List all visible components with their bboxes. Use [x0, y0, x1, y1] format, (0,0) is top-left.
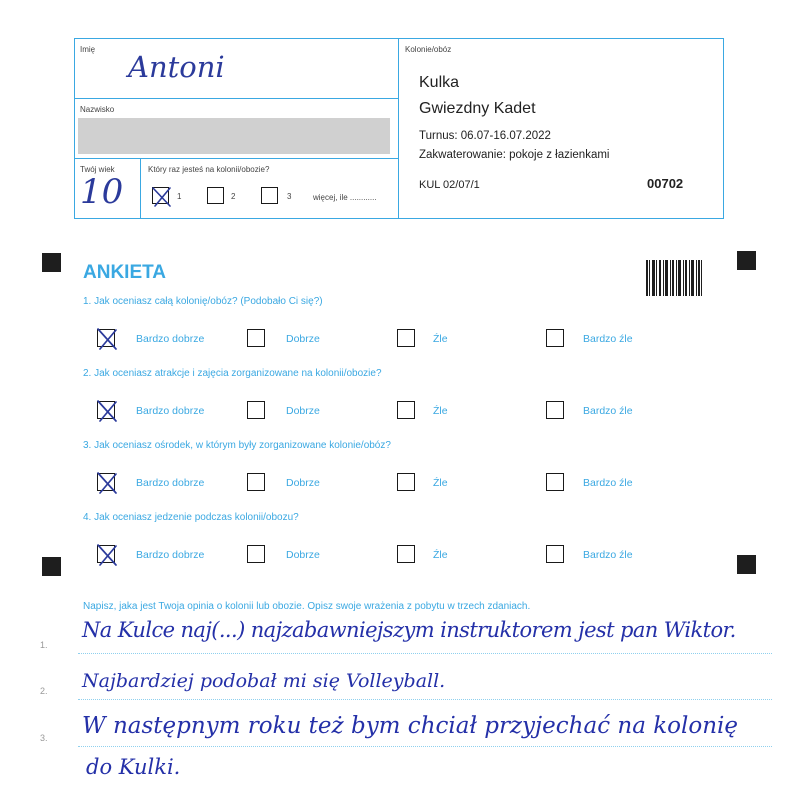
q1-checkbox-1[interactable]: [97, 329, 115, 347]
turnus: Turnus: 06.07-16.07.2022: [419, 130, 551, 142]
q3-checkbox-2[interactable]: [247, 473, 265, 491]
line-number-1: 1.: [40, 640, 48, 650]
answer-line-3: [78, 746, 772, 747]
camp-name: Kulka: [419, 74, 460, 91]
q1-checkbox-4[interactable]: [546, 329, 564, 347]
times-option-3: 3: [287, 192, 292, 201]
times-checkbox-1[interactable]: [152, 187, 169, 204]
q1-checkbox-3[interactable]: [397, 329, 415, 347]
name-handwritten: Antoni: [128, 50, 225, 84]
name-row-divider: [74, 98, 399, 99]
q3-option-label-2: Dobrze: [286, 477, 320, 489]
answer-line-2: [78, 699, 772, 700]
x-mark-icon: [96, 399, 119, 424]
line-number-3: 3.: [40, 733, 48, 743]
name-label: Imię: [80, 45, 96, 54]
answer-text-1: Na Kulce naj(...) najzabawniejszym instruktorem jest pan Wiktor.: [82, 618, 736, 642]
q2-option-label-4: Bardzo źle: [583, 405, 633, 417]
q1-option-label-4: Bardzo źle: [583, 333, 633, 345]
q1-option-label-3: Źle: [433, 333, 448, 345]
question-1: 1. Jak oceniasz całą kolonię/obóz? (Podobało Ci się?): [83, 296, 323, 307]
x-mark-icon: [96, 471, 119, 496]
q2-checkbox-1[interactable]: [97, 401, 115, 419]
camp-program: Gwiezdny Kadet: [419, 100, 536, 117]
q4-checkbox-1[interactable]: [97, 545, 115, 563]
q4-checkbox-4[interactable]: [546, 545, 564, 563]
times-label: Który raz jesteś na kolonii/obozie?: [148, 165, 270, 174]
q4-option-label-2: Dobrze: [286, 549, 320, 561]
camp-code: KUL 02/07/1: [419, 179, 480, 191]
q3-option-label-3: Źle: [433, 477, 448, 489]
survey-title: ANKIETA: [83, 262, 167, 283]
question-3: 3. Jak oceniasz ośrodek, w którym były zorganizowane kolonie/obóz?: [83, 440, 391, 451]
registration-marker-bottom-right: [737, 555, 756, 574]
form-number: 00702: [647, 176, 684, 191]
times-checkbox-2[interactable]: [207, 187, 224, 204]
answer-line-1: [78, 653, 772, 654]
answer-text-4: do Kulki.: [86, 755, 181, 779]
answer-text-3: W następnym roku też bym chciał przyjechać na kolonię: [82, 713, 738, 739]
q3-option-label-4: Bardzo źle: [583, 477, 633, 489]
age-handwritten: 10: [80, 172, 124, 212]
answer-text-2: Najbardziej podobał mi się Volleyball.: [82, 670, 446, 692]
q3-checkbox-4[interactable]: [546, 473, 564, 491]
question-2: 2. Jak oceniasz atrakcje i zajęcia zorganizowane na kolonii/obozie?: [83, 368, 382, 379]
registration-marker-top-left: [42, 253, 61, 272]
age-divider: [140, 158, 141, 219]
q3-checkbox-1[interactable]: [97, 473, 115, 491]
x-mark-icon: [151, 185, 173, 209]
barcode-icon: [646, 260, 702, 296]
times-option-2: 2: [231, 192, 236, 201]
question-4: 4. Jak oceniasz jedzenie podczas kolonii/obozu?: [83, 512, 299, 523]
camp-label: Kolonie/obóz: [405, 45, 452, 54]
x-mark-icon: [96, 327, 119, 352]
surname-redaction: [78, 118, 390, 154]
times-checkbox-3[interactable]: [261, 187, 278, 204]
q1-checkbox-2[interactable]: [247, 329, 265, 347]
line-number-2: 2.: [40, 686, 48, 696]
q4-checkbox-2[interactable]: [247, 545, 265, 563]
q4-option-label-3: Źle: [433, 549, 448, 561]
q1-option-label-1: Bardzo dobrze: [136, 333, 205, 345]
q2-checkbox-4[interactable]: [546, 401, 564, 419]
registration-marker-bottom-left: [42, 557, 61, 576]
surname-label: Nazwisko: [80, 105, 115, 114]
q2-option-label-2: Dobrze: [286, 405, 320, 417]
q1-option-label-2: Dobrze: [286, 333, 320, 345]
accommodation: Zakwaterowanie: pokoje z łazienkami: [419, 149, 610, 161]
times-more: więcej, ile ............: [313, 193, 377, 202]
q4-option-label-4: Bardzo źle: [583, 549, 633, 561]
registration-marker-top-right: [737, 251, 756, 270]
times-option-1: 1: [177, 192, 182, 201]
q3-checkbox-3[interactable]: [397, 473, 415, 491]
q2-checkbox-2[interactable]: [247, 401, 265, 419]
q4-option-label-1: Bardzo dobrze: [136, 549, 205, 561]
x-mark-icon: [96, 543, 119, 568]
q2-option-label-3: Źle: [433, 405, 448, 417]
header-divider: [398, 38, 399, 219]
q2-option-label-1: Bardzo dobrze: [136, 405, 205, 417]
age-label: Twój wiek: [80, 165, 115, 174]
surname-row-divider: [74, 158, 399, 159]
q2-checkbox-3[interactable]: [397, 401, 415, 419]
q4-checkbox-3[interactable]: [397, 545, 415, 563]
q3-option-label-1: Bardzo dobrze: [136, 477, 205, 489]
opinion-prompt: Napisz, jaka jest Twoja opinia o kolonii lub obozie. Opisz swoje wrażenia z pobytu w trzech zdaniach.: [83, 601, 531, 612]
